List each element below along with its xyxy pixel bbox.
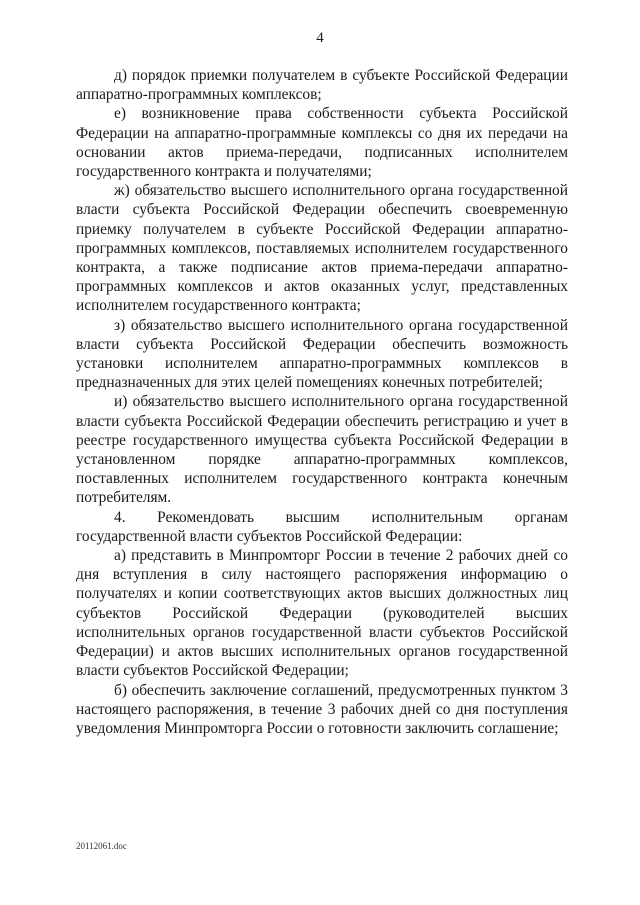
document-filename: 20112061.doc [76,841,127,851]
paragraph-z: з) обязательство высшего исполнительного органа государственной власти субъекта Российской Федерации обеспечить возможность установки исполнителем аппаратно-программных комплексов в предназначенных для этих целей помещениях конечных потребителей; [76,316,568,392]
document-body [76,66,568,738]
paragraph-a: а) представить в Минпромторг России в течение 2 рабочих дней со дня вступления в силу настоящего распоряжения информацию о получателях и копии соответствующих актов высших должностных лиц субъектов Российской Федерации (руководителей высших исполнительных органов государственной власти субъектов Российской Федерации) и актов высших исполнительных органов государственной власти субъектов Российской Федерации; [76,547,568,680]
paragraph-4: 4. Рекомендовать высшим исполнительным органам государственной власти субъектов Российской Федерации: [76,508,568,545]
page-number: 4 [316,30,324,46]
paragraph-e: е) возникновение права собственности субъекта Российской Федерации на аппаратно-программные комплексы со дня их передачи на основании актов приема-передачи, подписанных исполнителем государственного контракта и получателями; [76,105,568,181]
paragraph-i: и) обязательство высшего исполнительного органа государственной власти субъекта Российской Федерации обеспечить регистрацию и учет в реестре государственного имущества субъекта Российской Федерации в установленном порядке аппаратно-программных комплексов, поставленных исполнителем государственного контракта конечным потребителям. [76,393,568,507]
paragraph-b: б) обеспечить заключение соглашений, предусмотренных пунктом 3 настоящего распоряжения, в течение 3 рабочих дней со дня поступления уведомления Минпромторга России о готовности заключить соглашение; [76,681,568,737]
paragraph-zh: ж) обязательство высшего исполнительного органа государственной власти субъекта Российской Федерации обеспечить своевременную приемку получателем в субъекте Российской Федерации аппаратно-программных комплексов, поставляемых исполнителем государственного контракта, а также подписание актов приема-передачи аппаратно-программных комплексов и актов оказанных услуг, представленных исполнителем государственного контракта; [76,182,568,315]
paragraph-d: д) порядок приемки получателем в субъекте Российской Федерации аппаратно-программных комплексов; [76,67,568,104]
